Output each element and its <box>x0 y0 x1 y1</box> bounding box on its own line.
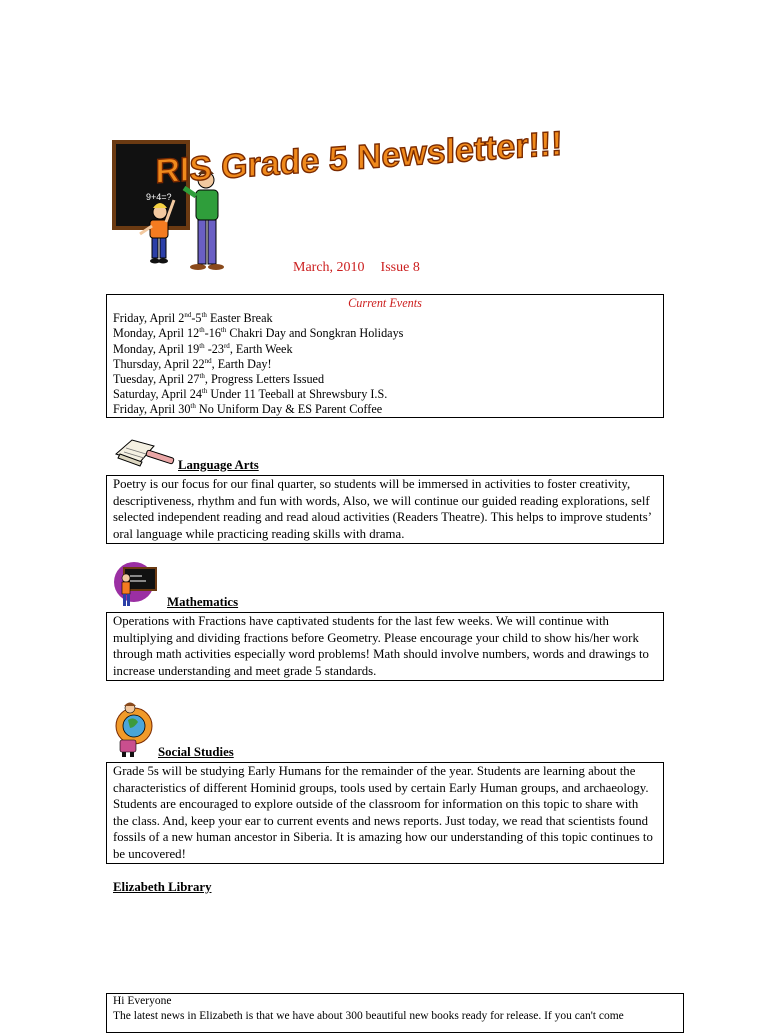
issue-date: March, 2010 <box>293 260 365 275</box>
event-pre: Tuesday, April 27 <box>113 372 200 387</box>
library-box <box>106 993 684 1033</box>
social-studies-box <box>106 762 664 864</box>
event-sup2: rd <box>223 341 230 350</box>
newsletter-title <box>148 108 648 200</box>
event-post: Under 11 Teeball at Shrewsbury I.S. <box>207 387 388 402</box>
event-sup: th <box>199 341 205 350</box>
child-with-globe-icon <box>112 700 160 758</box>
mathematics-heading: Mathematics <box>167 595 239 609</box>
event-pre: Thursday, April 22 <box>113 356 205 371</box>
event-sup: nd <box>204 356 212 365</box>
event-sup: th <box>201 387 208 396</box>
teacher-at-chalkboard-icon <box>112 560 160 610</box>
issue-number: Issue 8 <box>380 260 420 275</box>
event-sup: th <box>190 402 196 411</box>
event-sup: th <box>199 326 205 335</box>
event-mid: -23 <box>204 341 224 356</box>
chalkboard-text: 9+4=? <box>146 192 172 202</box>
event-item <box>113 387 657 402</box>
event-item <box>113 402 657 417</box>
event-sup: th <box>199 371 205 380</box>
language-arts-box <box>106 475 664 544</box>
event-item <box>113 326 657 341</box>
library-greeting: Hi Everyone <box>113 995 172 1007</box>
books-and-pencil-icon <box>112 432 178 472</box>
event-post: No Uniform Day & ES Parent Coffee <box>195 402 383 417</box>
event-pre: Monday, April 19 <box>113 341 200 356</box>
current-events-title: Current Events <box>348 296 422 310</box>
current-events-box <box>106 294 664 418</box>
event-item <box>113 311 657 326</box>
event-pre: Friday, April 30 <box>113 402 191 417</box>
event-sup: nd <box>184 311 192 320</box>
event-mid: -16 <box>204 326 221 341</box>
event-item <box>113 357 657 372</box>
event-pre: Monday, April 12 <box>113 326 200 341</box>
event-item <box>113 372 657 387</box>
event-sup2: th <box>220 326 227 335</box>
language-arts-text: Poetry is our focus for our final quarter, so students will be immersed in activities to foster creativity, descriptiveness, rhythm and fun with words, Also, we will continue our guided reading explorations, self selected independent reading and read aloud activities (Readers Theatre). This helps to improve students’ oral language while practicing reading skills with drama. <box>113 477 651 541</box>
event-pre: Friday, April 2 <box>113 311 185 326</box>
social-studies-heading: Social Studies <box>158 745 234 759</box>
social-studies-text: Grade 5s will be studying Early Humans for the remainder of the year. Students are learning about the characteristics of different Hominid groups, tools used by certain Early Human groups, and archaeology. Students are encouraged to explore outside of the classroom for information on this topic to share with the class. And, keep your ear to current events and news reports. Just today, we read that scientists found fossils of a new human ancestor in Siberia. It is amazing how our understanding of this topic continues to be uncovered! <box>113 764 653 861</box>
event-mid: -5 <box>191 311 202 326</box>
event-post: Easter Break <box>206 311 273 326</box>
current-events-list <box>113 311 657 417</box>
event-post: Chakri Day and Songkran Holidays <box>226 326 404 341</box>
library-heading: Elizabeth Library <box>113 880 212 894</box>
event-post: , Earth Day! <box>211 356 272 371</box>
newsletter-title-text: RIS Grade 5 Newsletter!!! <box>155 124 563 192</box>
event-sup2: th <box>201 311 207 320</box>
library-text: The latest news in Elizabeth is that we have about 300 beautiful new books ready for release. If you can't come <box>113 1010 624 1022</box>
issue-line <box>293 260 420 276</box>
event-post: , Progress Letters Issued <box>204 372 325 387</box>
event-pre: Saturday, April 24 <box>113 387 202 402</box>
mathematics-box <box>106 612 664 681</box>
event-item <box>113 342 657 357</box>
language-arts-heading: Language Arts <box>178 458 259 472</box>
mathematics-text: Operations with Fractions have captivated students for the last few weeks. We will continue with multiplying and dividing fractions before Geometry. Please encourage your child to show his/her work through math activities especially word problems! Math should involve numbers, words and drawings to increase understanding and meet grade 5 standards. <box>113 614 649 678</box>
event-post: , Earth Week <box>229 341 293 356</box>
